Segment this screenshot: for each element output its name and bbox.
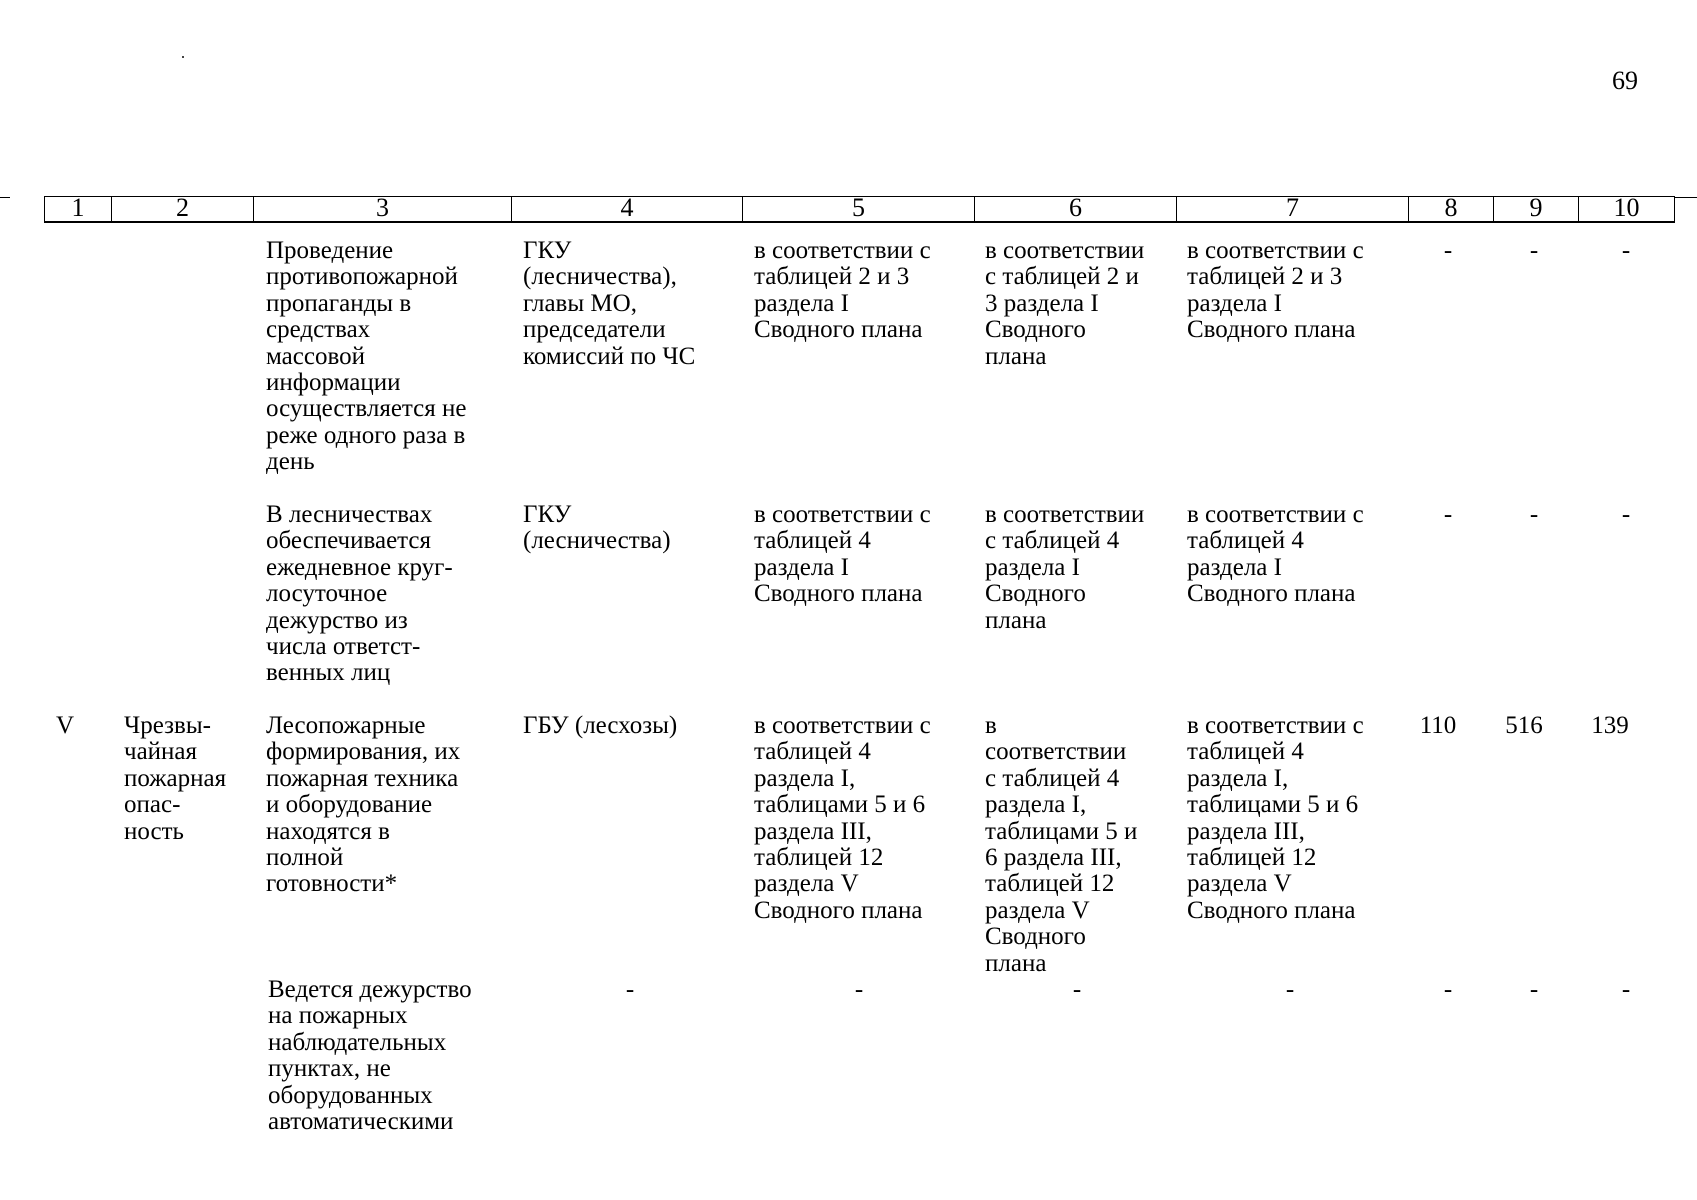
column-number-1: 1: [44, 197, 111, 221]
column-7-cell: в соответствии с таблицей 4 раздела I, таблицами 5 и 6 раздела III, таблицей 12 раздела V Сводного плана: [1187, 712, 1364, 924]
column-7-cell: -: [1285, 976, 1295, 1003]
column-9-cell: 516: [1505, 712, 1543, 739]
column-number-6: 6: [974, 197, 1176, 221]
measure-cell: Проведение противопожарной пропаганды в средствах массовой информации осуществляется не реже одного раза в день: [266, 237, 467, 476]
responsible-cell: ГБУ (лесхозы): [523, 712, 678, 739]
column-5-cell: в соответствии с таблицей 2 и 3 раздела I Сводного плана: [754, 237, 931, 344]
scan-edge-line: [1675, 197, 1697, 198]
column-number-8: 8: [1408, 197, 1493, 221]
page-number: 69: [1612, 66, 1638, 95]
column-7-cell: в соответствии с таблицей 2 и 3 раздела I Сводного плана: [1187, 237, 1364, 344]
column-8-cell: -: [1443, 237, 1453, 264]
scan-edge-mark: [0, 197, 10, 198]
table-header-row: [44, 196, 1675, 223]
column-9-cell: -: [1529, 501, 1539, 528]
column-6-cell: -: [1072, 976, 1082, 1003]
column-5-cell: -: [854, 976, 864, 1003]
responsible-cell: -: [625, 976, 635, 1003]
column-number-7: 7: [1176, 197, 1408, 221]
level-cell: V: [56, 712, 75, 739]
column-6-cell: в соответствии с таблицей 4 раздела I, таблицами 5 и 6 раздела III, таблицей 12 раздела V Сводного плана: [985, 712, 1138, 977]
hazard-class-cell: Чрезвы- чайная пожарная опас- ность: [124, 712, 227, 845]
measure-cell: Лесопожарные формирования, их пожарная техника и оборудование находятся в полной готовности*: [266, 712, 461, 898]
column-5-cell: в соответствии с таблицей 4 раздела I Сводного плана: [754, 501, 931, 608]
column-number-3: 3: [253, 197, 511, 221]
column-number-9: 9: [1493, 197, 1578, 221]
column-7-cell: в соответствии с таблицей 4 раздела I Сводного плана: [1187, 501, 1364, 608]
column-number-4: 4: [511, 197, 742, 221]
responsible-cell: ГКУ (лесничества), главы МО, председатели комиссий по ЧС: [523, 237, 696, 370]
measure-cell: В лесничествах обеспечивается ежедневное круг- лосуточное дежурство из числа ответст- венных лиц: [266, 501, 453, 687]
column-8-cell: 110: [1419, 712, 1457, 739]
column-number-2: 2: [111, 197, 253, 221]
measure-cell: Ведется дежурство на пожарных наблюдательных пунктах, не оборудованных автоматическими: [268, 976, 472, 1136]
column-10-cell: -: [1621, 501, 1631, 528]
column-9-cell: -: [1529, 237, 1539, 264]
column-5-cell: в соответствии с таблицей 4 раздела I, таблицами 5 и 6 раздела III, таблицей 12 раздела V Сводного плана: [754, 712, 931, 924]
column-10-cell: -: [1621, 237, 1631, 264]
column-6-cell: в соответствии с таблицей 2 и 3 раздела I Сводного плана: [985, 237, 1145, 370]
column-number-5: 5: [742, 197, 974, 221]
responsible-cell: ГКУ (лесничества): [523, 501, 671, 555]
column-10-cell: -: [1621, 976, 1631, 1003]
column-8-cell: -: [1443, 976, 1453, 1003]
column-9-cell: -: [1529, 976, 1539, 1003]
scan-speck: [182, 56, 184, 58]
column-number-10: 10: [1578, 197, 1675, 221]
column-10-cell: 139: [1591, 712, 1629, 739]
column-6-cell: в соответствии с таблицей 4 раздела I Сводного плана: [985, 501, 1145, 634]
column-8-cell: -: [1443, 501, 1453, 528]
